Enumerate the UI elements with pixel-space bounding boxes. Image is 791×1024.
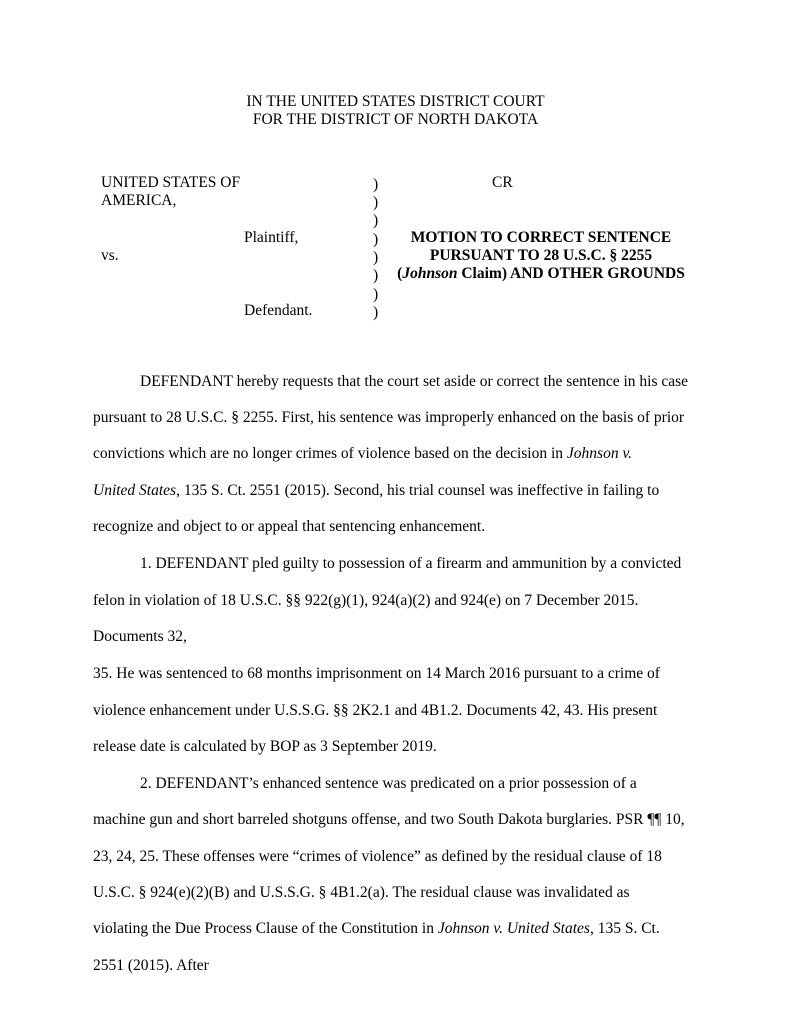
- defendant-label: Defendant.: [244, 302, 313, 319]
- body-line: Documents 32,: [93, 628, 187, 645]
- court-heading-line1: IN THE UNITED STATES DISTRICT COURT: [246, 93, 545, 110]
- body-line: felon in violation of 18 U.S.C. §§ 922(g)(1), 924(a)(2) and 924(e) on 7 December 2015.: [93, 592, 639, 609]
- motion-title-line3: [380, 265, 702, 283]
- caption-paren: ): [373, 212, 379, 229]
- caption-paren: ): [373, 304, 379, 321]
- motion-title-line3-rest: Claim) AND OTHER GROUNDS: [457, 265, 685, 282]
- versus-label: vs.: [101, 247, 119, 264]
- body-line: [93, 920, 660, 938]
- motion-title-line3-italic: Johnson: [402, 265, 458, 282]
- body-line: U.S.C. § 924(e)(2)(B) and U.S.S.G. § 4B1.2(a). The residual clause was invalidated as: [93, 884, 630, 901]
- case-number: CR: [492, 174, 513, 191]
- body-line: 2. DEFENDANT’s enhanced sentence was predicated on a prior possession of a: [140, 775, 637, 792]
- court-heading-line2: FOR THE DISTRICT OF NORTH DAKOTA: [252, 111, 539, 128]
- body-line: 1. DEFENDANT pled guilty to possession of a firearm and ammunition by a convicted: [140, 555, 682, 572]
- caption-paren: ): [373, 194, 379, 211]
- case-citation: United States: [93, 482, 177, 499]
- case-citation: Johnson v.: [566, 445, 633, 462]
- body-line: [93, 445, 632, 463]
- motion-title-line3-open: (: [397, 265, 403, 282]
- caption-paren: ): [373, 176, 379, 193]
- plaintiff-name-line2: AMERICA,: [101, 192, 177, 209]
- motion-title-line2: PURSUANT TO 28 U.S.C. § 2255: [429, 247, 653, 264]
- body-line: release date is calculated by BOP as 3 September 2019.: [93, 738, 437, 755]
- body-line: machine gun and short barreled shotguns offense, and two South Dakota burglaries. PSR ¶¶ 10,: [93, 811, 685, 828]
- body-line: recognize and object to or appeal that sentencing enhancement.: [93, 518, 486, 535]
- caption-paren: ): [373, 231, 379, 248]
- body-line: DEFENDANT hereby requests that the court set aside or correct the sentence in his case: [140, 373, 689, 390]
- caption-paren: ): [373, 286, 379, 303]
- body-line: [93, 482, 659, 500]
- caption-paren: ): [373, 249, 379, 266]
- body-line: 35. He was sentenced to 68 months imprisonment on 14 March 2016 pursuant to a crime of: [93, 665, 660, 682]
- case-citation: Johnson v. United States: [437, 920, 590, 937]
- plaintiff-label: Plaintiff,: [244, 229, 299, 246]
- body-line: pursuant to 28 U.S.C. § 2255. First, his sentence was improperly enhanced on the basis of prior: [93, 409, 685, 426]
- body-text: convictions which are no longer crimes of violence based on the decision in: [93, 445, 567, 462]
- body-text: , 135 S. Ct.: [589, 920, 660, 937]
- body-line: 23, 24, 25. These offenses were “crimes of violence” as defined by the residual clause of 18: [93, 848, 662, 865]
- body-text: , 135 S. Ct. 2551 (2015). Second, his trial counsel was ineffective in failing to: [176, 482, 660, 499]
- caption-paren: ): [373, 267, 379, 284]
- plaintiff-name-line1: UNITED STATES OF: [101, 174, 241, 191]
- body-line: 2551 (2015). After: [93, 957, 209, 974]
- body-line: violence enhancement under U.S.S.G. §§ 2K2.1 and 4B1.2. Documents 42, 43. His present: [93, 702, 658, 719]
- body-text: violating the Due Process Clause of the Constitution in: [93, 920, 438, 937]
- motion-title-line1: MOTION TO CORRECT SENTENCE: [410, 229, 672, 246]
